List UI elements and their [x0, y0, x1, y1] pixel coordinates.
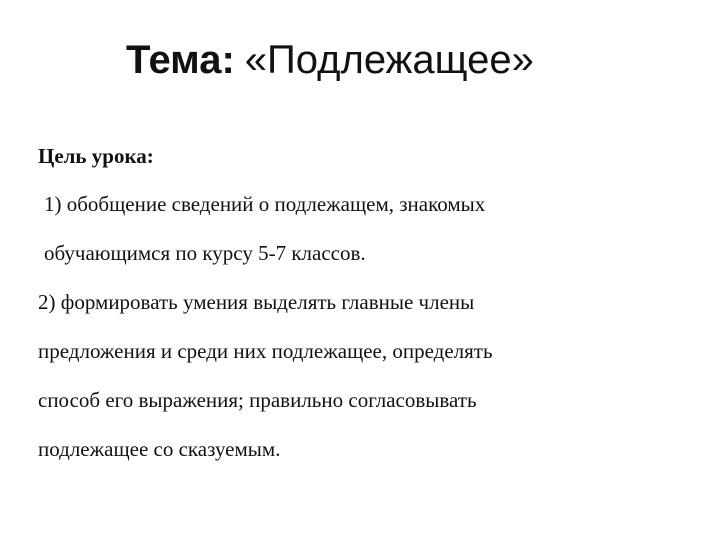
title-label: Тема: — [126, 38, 235, 82]
goal-item-1 — [38, 180, 698, 278]
slide-body — [38, 136, 698, 474]
slide-title — [126, 36, 534, 84]
goal-item-2-line-1: 2) формировать умения выделять главные члены — [38, 290, 475, 314]
goal-item-2-line-4: подлежащее со сказуемым. — [38, 437, 281, 461]
goal-item-1-line-1: 1) обобщение сведений о подлежащем, знакомых — [44, 192, 486, 216]
goal-heading: Цель урока: — [38, 144, 154, 168]
title-value: «Подлежащее» — [244, 38, 534, 82]
goal-item-1-line-2: обучающимся по курсу 5-7 классов. — [44, 241, 366, 265]
goal-item-2-line-2: предложения и среди них подлежащее, определять — [38, 339, 493, 363]
goal-item-2 — [38, 278, 698, 474]
goal-item-2-line-3: способ его выражения; правильно согласовывать — [38, 388, 477, 412]
